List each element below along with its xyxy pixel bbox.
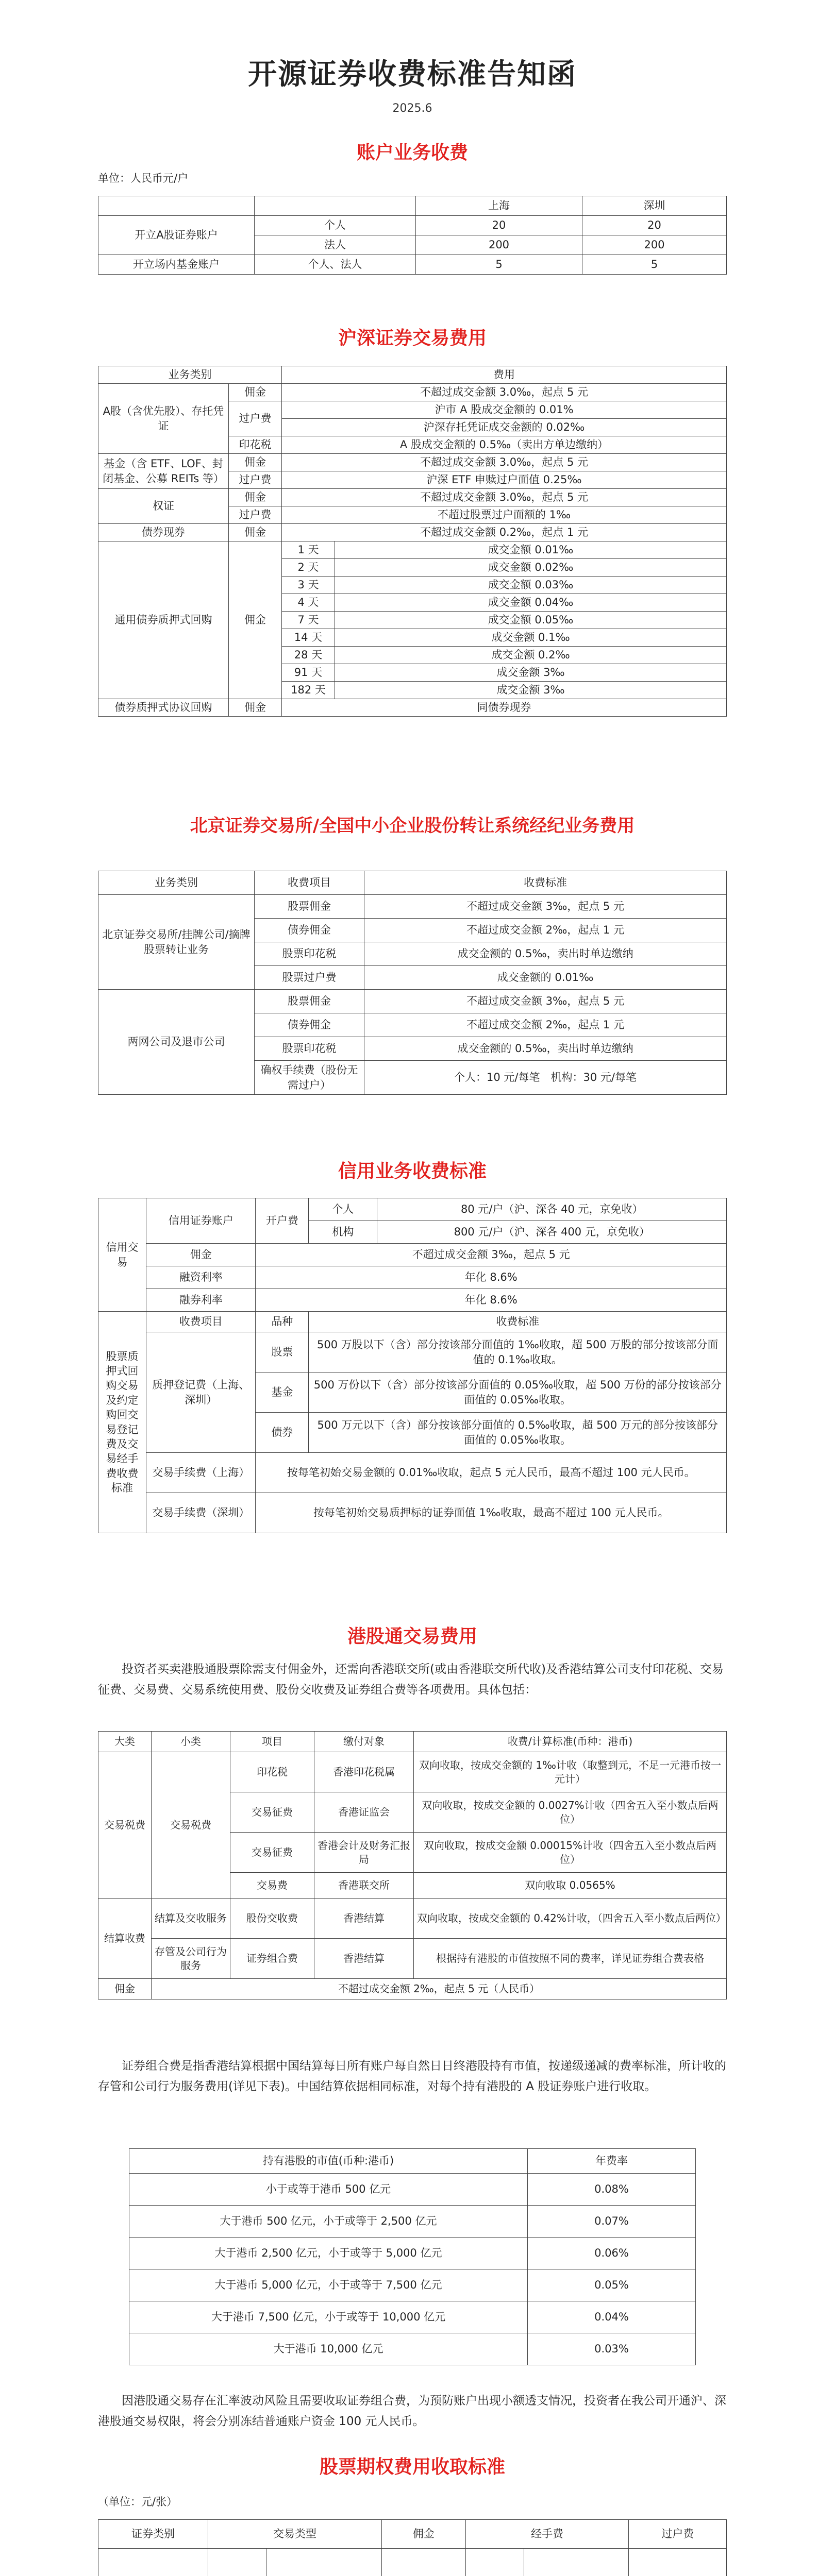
account-unit: 单位：人民币元/户	[98, 172, 189, 184]
hk-portfolio-fee-table: 持有港股的市值(币种:港币) 年费率 小于或等于港币 500 亿元 0.08% 大于港币 500 亿元，小于或等于 2,500 亿元 0.07% 大于港币 2,500 亿元，小于或等于 5,000 亿元 0.06% 大于港币 5,000 亿元，小于或等于 7,500 亿元 0.05% 大于港币 7,500 亿元，小于或等于 10,000 亿元 0.04% 大于港币 10,000 亿元 0.03%	[129, 2148, 696, 2365]
section-option-title: 股票期权费用收取标准	[319, 2456, 505, 2478]
hs-fee-table: 业务类别 费用 A股（含优先股）、存托凭证 佣金 不超过成交金额 3.0‰，起点 5 元 过户费 沪市 A 股成交金额的 0.01% 沪深存托凭证成交金额的 0.02‰ 印花税 A 股成交金额的 0.5‰（卖出方单边缴纳） 基金（含 ETF、LOF、封闭基金、公募 REITs 等） 佣金 不超过成交金额 3.0‰，起点 5 元 过户费 沪深 ETF 申赎过户面值 0.25‰ 权证 佣金 不超过成交金额 3.0‰，起点 5 元 过户费 不超过股票过户面额的 1‰ 债券现券 佣金 不超过成交金额 0.2‰，起点 1 元 通用债券质押式回购 佣金 1 天 成交金额 0.01‰ 2 天 成交金额 0.02‰ 3 天 成交金额 0.03‰ 4 天 成交金额 0.04‰ 7 天 成交金额 0.05‰ 14 天 成交金额 0.1‰ 28 天 成交金额 0.2‰ 91 天 成交金额 3‰ 182 天 成交金额 3‰ 债券质押式协议回购 佣金 同债券现券	[98, 366, 727, 717]
account-table: 上海 深圳 开立A股证券账户 个人 20 20 法人 200 200 开立场内基金账户 个人、法人 5 5	[98, 196, 727, 275]
hk-portfolio-fee-note: 证券组合费是指香港结算根据中国结算每日所有账户每自然日日终港股持有市值，按递级递减的费率标准，所计收的存管和公司行为服务费用(详见下表)。中国结算依据相同标准，对每个持有港股的 A 股证券账户进行收取。	[98, 2059, 726, 2094]
credit-fee-table: 信用交易 信用证券账户 开户费 个人 80 元/户（沪、深各 40 元，京免收） 机构 800 元/户（沪、深各 400 元，京免收） 佣金 不超过成交金额 3‰，起点 5 元 融资利率 年化 8.6% 融券利率 年化 8.6% 股票质押式回购交易及约定购回交易登记费及交易经手费收费标准 收费项目 品种 收费标准 质押登记费（上海、深圳） 股票 500 万股以下（含）部分按该部分面值的 1‰收取，超 500 万股的部分按该部分面值的 0.1‰收取。 基金 500 万份以下（含）部分按该部分面值的 0.05‰收取，超 500 万份的部分按该部分面值的 0.05‰收取。 债券 500 万元以下（含）部分按该部分面值的 0.5‰收取，超 500 万元的部分按该部分面值的 0.05‰收取。 交易手续费（上海） 按每笔初始交易金额的 0.01‰收取，起点 5 元人民币，最高不超过 100 元人民币。 交易手续费（深圳） 按每笔初始交易质押标的证券面值 1‰收取，最高不超过 100 元人民币。	[98, 1198, 727, 1533]
section-hk-title: 港股通交易费用	[347, 1626, 477, 1647]
bj-fee-table: 业务类别 收费项目 收费标准 北京证券交易所/挂牌公司/摘牌股票转让业务 股票佣金 不超过成交金额 3‰，起点 5 元 债券佣金 不超过成交金额 2‰，起点 1 元 股票印花税 成交金额的 0.5‰，卖出时单边缴纳 股票过户费 成交金额的 0.01‰ 两网公司及退市公司 股票佣金 不超过成交金额 3‰，起点 5 元 债券佣金 不超过成交金额 2‰，起点 1 元 股票印花税 成交金额的 0.5‰，卖出时单边缴纳 确权手续费（股份无需过户） 个人：10 元/每笔 机构：30 元/每笔	[98, 871, 727, 1095]
option-unit: （单位：元/张）	[98, 2496, 178, 2508]
hk-freeze-note: 因港股通交易存在汇率波动风险且需要收取证券组合费，为预防账户出现小额透支情况，投资者在我公司开通沪、深港股通交易权限，将会分别冻结普通账户资金 100 元人民币。	[98, 2394, 726, 2429]
issue-date: 2025.6	[392, 102, 432, 115]
page-title: 开源证券收费标准告知函	[248, 58, 577, 91]
hk-intro: 投资者买卖港股通股票除需支付佣金外，还需向香港联交所(或由香港联交所代收)及香港结算公司支付印花税、交易征费、交易费、交易系统使用费、股份交收费及证券组合费等各项费用。具体包括：	[98, 1663, 724, 1697]
section-credit-title: 信用业务收费标准	[338, 1161, 487, 1182]
section-account-title: 账户业务收费	[356, 142, 468, 163]
option-fee-table: 证券类别 交易类型 佣金 经手费 过户费	[98, 2519, 727, 2576]
section-bj-title: 北京证券交易所/全国中小企业股份转让系统经纪业务费用	[190, 816, 635, 836]
section-hs-title: 沪深证券交易费用	[338, 328, 487, 349]
hk-fee-table: 大类 小类 项目 缴付对象 收费/计算标准(币种：港币) 交易税费 交易税费 印花税 香港印花税属 双向收取，按成交金额的 1‰计收（取整到元，不足一元港币按一元计） 交易征费 香港证监会 双向收取，按成交金额的 0.0027%计收（四舍五入至小数点后两位） 交易征费 香港会计及财务汇报局 双向收取，按成交金额 0.00015%计收（四舍五入至小数点后两位） 交易费 香港联交所 双向收取 0.0565% 结算收费 结算及交收服务 股份交收费 香港结算 双向收取，按成交金额的 0.42%计收，（四舍五入至小数点后两位） 存管及公司行为服务 证券组合费 香港结算 根据持有港股的市值按照不同的费率，详见证券组合费表格 佣金 不超过成交金额 2‰，起点 5 元（人民币）	[98, 1731, 727, 1999]
